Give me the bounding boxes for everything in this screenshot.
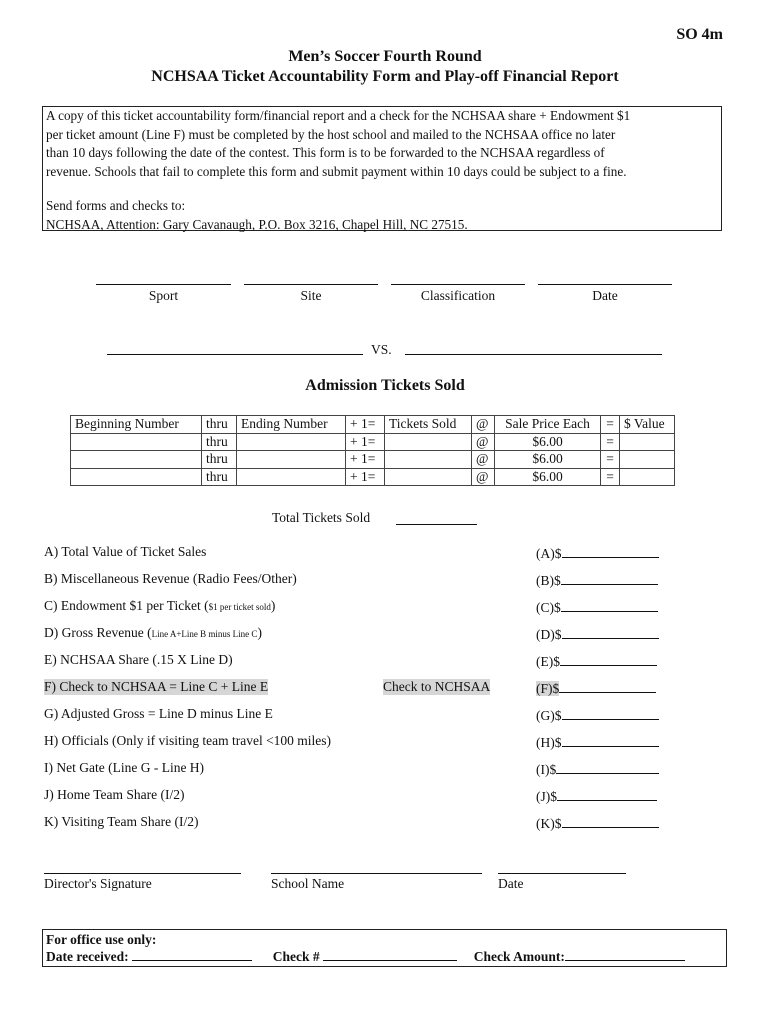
col-header: thru	[202, 416, 237, 434]
director-signature-label: Director's Signature	[44, 876, 152, 891]
table-row	[71, 451, 675, 469]
ending-number-cell[interactable]	[237, 468, 346, 486]
line-b-input[interactable]	[561, 571, 658, 585]
form-code: SO 4m	[676, 26, 723, 43]
line-h-input[interactable]	[562, 733, 659, 747]
line-a-input[interactable]	[562, 544, 659, 558]
line-h-value[interactable]: (H)$	[536, 733, 659, 751]
equals-cell: =	[601, 433, 620, 451]
total-tickets-field[interactable]	[396, 524, 477, 525]
line-k-label: K) Visiting Team Share (I/2)	[44, 814, 199, 829]
office-use-title: For office use only:	[46, 932, 157, 947]
sale-price-cell: $6.00	[495, 468, 601, 486]
site-label: Site	[300, 288, 322, 303]
line-i-input[interactable]	[556, 760, 659, 774]
table-row	[71, 468, 675, 486]
mailing-address: NCHSAA, Attention: Gary Cavanaugh, P.O. Box 3216, Chapel Hill, NC 27515.	[46, 216, 468, 232]
col-header: Beginning Number	[71, 416, 202, 434]
form-title: Men’s Soccer Fourth Round	[288, 48, 482, 65]
at-cell: @	[472, 451, 495, 469]
director-signature-field[interactable]	[44, 873, 241, 874]
line-k-value[interactable]: (K)$	[536, 814, 659, 832]
date-received-field[interactable]	[132, 948, 252, 961]
ending-number-cell[interactable]	[237, 451, 346, 469]
col-header: Tickets Sold	[385, 416, 472, 434]
tickets-table	[70, 415, 675, 486]
table-row	[71, 433, 675, 451]
plus-one-cell: + 1=	[346, 433, 385, 451]
line-c-input[interactable]	[561, 598, 658, 612]
line-a-label: A) Total Value of Ticket Sales	[44, 544, 207, 559]
col-header: @	[472, 416, 495, 434]
line-b-label: B) Miscellaneous Revenue (Radio Fees/Other)	[44, 571, 297, 586]
check-to-nchsaa-label: Check to NCHSAA	[383, 679, 491, 694]
classification-label: Classification	[420, 288, 496, 303]
line-a-value[interactable]: (A)$	[536, 544, 659, 562]
date-received-label: Date received:	[46, 949, 129, 964]
col-header: $ Value	[620, 416, 675, 434]
table-header-row	[71, 416, 675, 434]
instruction-line: A copy of this ticket accountability form/financial report and a check for the NCHSAA share + Endowment $1	[46, 108, 631, 123]
thru-cell: thru	[202, 451, 237, 469]
line-g-value[interactable]: (G)$	[536, 706, 659, 724]
thru-cell: thru	[202, 433, 237, 451]
date-field[interactable]	[538, 284, 672, 285]
line-h-label: H) Officials (Only if visiting team travel <100 miles)	[44, 733, 332, 748]
line-f-value[interactable]: (F)$	[536, 679, 656, 697]
line-d-value[interactable]: (D)$	[536, 625, 659, 643]
home-team-field[interactable]	[107, 354, 363, 355]
office-use-box	[42, 929, 727, 967]
date-label: Date	[592, 288, 618, 303]
beginning-number-cell[interactable]	[71, 433, 202, 451]
col-header: Sale Price Each	[495, 416, 601, 434]
admission-title: Admission Tickets Sold	[305, 377, 465, 394]
line-i-value[interactable]: (I)$	[536, 760, 659, 778]
line-f-label: F) Check to NCHSAA = Line C + Line E	[44, 679, 269, 694]
check-amount-label: Check Amount:	[473, 949, 565, 964]
equals-cell: =	[601, 451, 620, 469]
signature-date-field[interactable]	[498, 873, 626, 874]
col-header: =	[601, 416, 620, 434]
instruction-line: revenue. Schools that fail to complete this form and submit payment within 10 days could be subject to a fine.	[46, 163, 627, 179]
send-to-heading: Send forms and checks to:	[46, 198, 186, 213]
site-field[interactable]	[244, 284, 378, 285]
sale-price-cell: $6.00	[495, 433, 601, 451]
col-header: + 1=	[346, 416, 385, 434]
sport-field[interactable]	[96, 284, 231, 285]
at-cell: @	[472, 468, 495, 486]
check-number-label: Check #	[272, 949, 320, 964]
form-subtitle: NCHSAA Ticket Accountability Form and Play-off Financial Report	[151, 68, 619, 85]
line-j-label: J) Home Team Share (I/2)	[44, 787, 185, 802]
sale-price-cell: $6.00	[495, 451, 601, 469]
tickets-sold-cell[interactable]	[385, 451, 472, 469]
col-header: Ending Number	[237, 416, 346, 434]
check-amount-field[interactable]	[565, 948, 685, 961]
value-cell[interactable]	[620, 451, 675, 469]
check-number-field[interactable]	[323, 948, 457, 961]
beginning-number-cell[interactable]	[71, 451, 202, 469]
at-cell: @	[472, 433, 495, 451]
line-g-label: G) Adjusted Gross = Line D minus Line E	[44, 706, 273, 721]
signature-date-label: Date	[498, 876, 524, 891]
tickets-sold-cell[interactable]	[385, 433, 472, 451]
total-tickets-label: Total Tickets Sold	[272, 510, 371, 525]
tickets-sold-cell[interactable]	[385, 468, 472, 486]
line-e-label: E) NCHSAA Share (.15 X Line D)	[44, 652, 233, 667]
instruction-line: per ticket amount (Line F) must be completed by the host school and mailed to the NCHSAA office no later	[46, 126, 616, 142]
sport-label: Sport	[148, 288, 179, 303]
instruction-line: than 10 days following the date of the contest. This form is to be forwarded to the NCHSAA regardless of	[46, 145, 605, 160]
line-c-label: C) Endowment $1 per Ticket ($1 per ticket sold)	[44, 598, 276, 613]
line-b-value[interactable]: (B)$	[536, 571, 658, 589]
plus-one-cell: + 1=	[346, 468, 385, 486]
instructions-box	[42, 106, 722, 231]
school-name-label: School Name	[271, 876, 345, 891]
line-k-input[interactable]	[562, 814, 659, 828]
line-f-input[interactable]	[559, 679, 656, 693]
plus-one-cell: + 1=	[346, 451, 385, 469]
line-c-value[interactable]: (C)$	[536, 598, 658, 616]
line-d-input[interactable]	[562, 625, 659, 639]
line-i-label: I) Net Gate (Line G - Line H)	[44, 760, 205, 775]
equals-cell: =	[601, 468, 620, 486]
line-d-label: D) Gross Revenue (Line A+Line B minus Line C)	[44, 625, 262, 640]
visiting-team-field[interactable]	[405, 354, 662, 355]
value-cell[interactable]	[620, 468, 675, 486]
thru-cell: thru	[202, 468, 237, 486]
ending-number-cell[interactable]	[237, 433, 346, 451]
school-name-field[interactable]	[271, 873, 482, 874]
beginning-number-cell[interactable]	[71, 468, 202, 486]
line-e-input[interactable]	[560, 652, 657, 666]
classification-field[interactable]	[391, 284, 525, 285]
vs-label: VS.	[371, 342, 392, 357]
line-j-input[interactable]	[557, 787, 657, 801]
line-e-value[interactable]: (E)$	[536, 652, 657, 670]
office-use-fields	[46, 948, 723, 965]
line-j-value[interactable]: (J)$	[536, 787, 657, 805]
value-cell[interactable]	[620, 433, 675, 451]
line-g-input[interactable]	[562, 706, 659, 720]
